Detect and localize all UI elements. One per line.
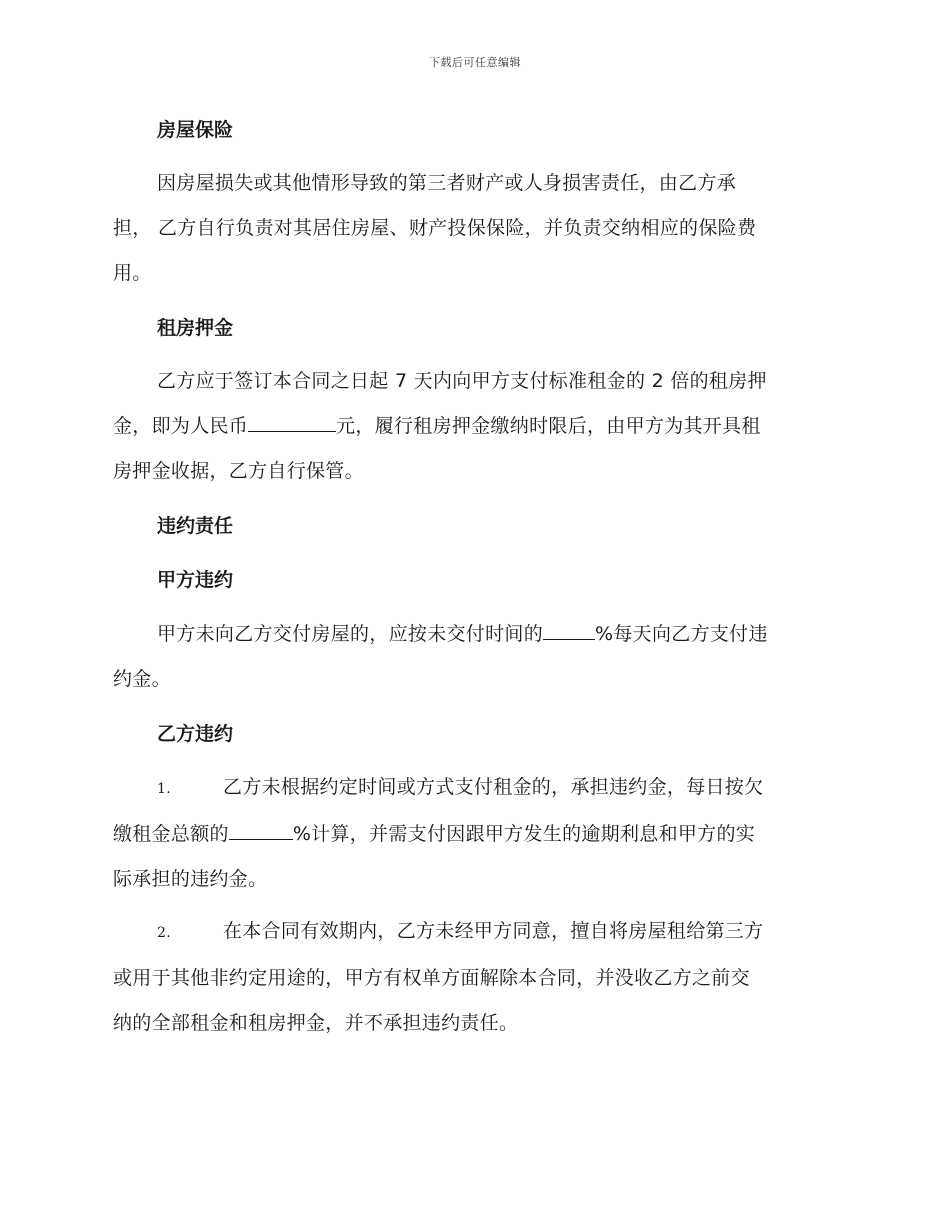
section-title-deposit: 租房押金 [157,317,234,339]
text-fragment: 在本合同有效期内，乙方未经甲方同意，擅自将房屋租给第三方 [223,920,764,942]
section-title-insurance: 房屋保险 [157,119,234,141]
text-fragment: 元，履行租房押金缴纳时限后，由甲方为其开具租 [336,415,761,437]
paragraph-party-a [113,612,843,702]
list-number: 1. [157,781,171,797]
text-fragment: %每天向乙方支付违 [595,623,768,645]
text-fragment: 乙方未根据约定时间或方式支付租金的，承担违约金，每日按欠 [223,776,764,798]
page-header: 下载后可任意编辑 [429,56,521,69]
paragraph-line [113,909,843,956]
section-title-breach: 违约责任 [157,515,234,537]
paragraph-line [113,612,843,657]
paragraph-line: 际承担的违约金。 [113,868,268,890]
list-item-2 [113,909,843,1046]
amount-blank [248,413,336,432]
paragraph-line [113,404,843,449]
text-fragment: 甲方未向乙方交付房屋的，应按未交付时间的 [157,623,544,645]
paragraph-line: 担， 乙方自行负责对其居住房屋、财产投保保险，并负责交纳相应的保险费 [113,217,757,239]
paragraph-line: 乙方应于签订本合同之日起 7 天内向甲方支付标准租金的 2 倍的租房押 [157,370,767,392]
section-title-party-b: 乙方违约 [157,723,234,745]
text-fragment: 缴租金总额的 [113,823,229,845]
list-number: 2. [157,925,171,941]
paragraph-line: 或用于其他非约定用途的，甲方有权单方面解除本合同，并没收乙方之前交 [113,967,750,989]
paragraph-line: 房押金收据，乙方自行保管。 [113,460,364,482]
paragraph-deposit [113,359,843,494]
paragraph-insurance [113,161,843,296]
percent-blank [543,621,595,640]
paragraph-line [113,765,843,812]
paragraph-line: 因房屋损失或其他情形导致的第三者财产或人身损害责任，由乙方承 [157,172,737,194]
paragraph-line: 用。 [113,262,152,284]
paragraph-line: 约金。 [113,668,171,690]
percent-blank [229,821,293,840]
paragraph-line: 纳的全部租金和租房押金，并不承担违约责任。 [113,1012,519,1034]
text-fragment: 金，即为人民币 [113,415,249,437]
list-item-1 [113,765,843,902]
text-fragment: %计算，并需支付因跟甲方发生的逾期利息和甲方的实 [292,823,756,845]
section-title-party-a: 甲方违约 [157,569,234,591]
paragraph-line [113,812,843,857]
